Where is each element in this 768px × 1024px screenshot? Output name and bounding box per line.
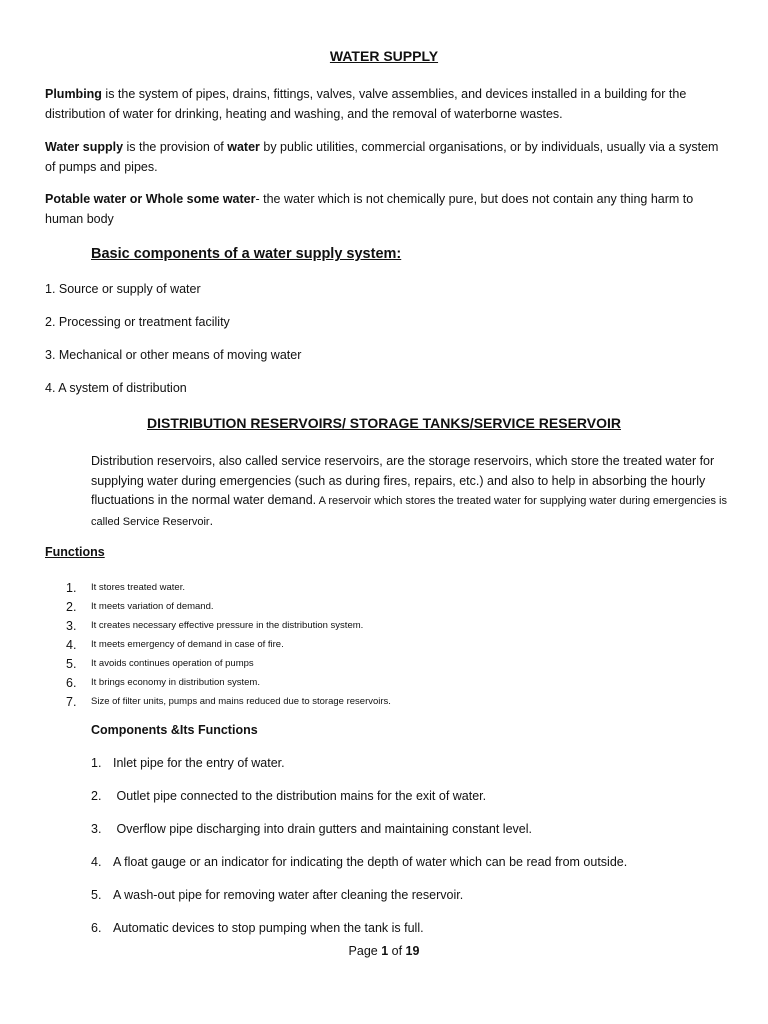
component-text: A wash-out pipe for removing water after cleaning the reservoir. xyxy=(113,888,464,902)
basic-item: 1. Source or supply of water xyxy=(45,282,201,296)
basic-components-heading: Basic components of a water supply system: xyxy=(91,246,402,262)
list-text: It avoids continues operation of pumps xyxy=(91,658,254,669)
list-number: 7. xyxy=(66,694,77,709)
component-number: 1. xyxy=(91,756,102,770)
list-text: It meets variation of demand. xyxy=(91,601,214,612)
page-title: WATER SUPPLY xyxy=(329,48,439,64)
component-text: Overflow pipe discharging into drain gutters and maintaining constant level. xyxy=(113,822,532,836)
service-reservoir-text: A reservoir which stores the treated water for supplying water during emergencies is called Service Reservoir xyxy=(91,495,727,528)
distribution-heading: DISTRIBUTION RESERVOIRS/ STORAGE TANKS/SERVICE RESERVOIR xyxy=(146,415,621,431)
list-text: Size of filter units, pumps and mains reduced due to storage reservoirs. xyxy=(91,696,391,707)
water-supply-text-before: is the provision of xyxy=(123,140,228,154)
list-number: 4. xyxy=(66,637,77,652)
list-number: 1. xyxy=(66,580,77,595)
list-item xyxy=(66,597,391,616)
page-total: 19 xyxy=(405,944,420,958)
list-number: 5. xyxy=(66,656,77,671)
list-item xyxy=(66,635,391,654)
functions-heading: Functions xyxy=(45,545,105,559)
plumbing-text: is the system of pipes, drains, fittings, valves, valve assemblies, and devices installed in a building for the distribution of water for drinking, heating and washing, and the removal of waterborne wastes. xyxy=(45,87,687,121)
list-text: It stores treated water. xyxy=(91,582,185,593)
component-text: Inlet pipe for the entry of water. xyxy=(113,756,285,770)
list-number: 2. xyxy=(66,599,77,614)
component-text: Outlet pipe connected to the distribution mains for the exit of water. xyxy=(113,789,487,803)
list-text: It brings economy in distribution system. xyxy=(91,677,260,688)
component-item xyxy=(91,822,532,836)
distribution-paragraph xyxy=(91,452,731,532)
list-text: It meets emergency of demand in case of fire. xyxy=(91,639,284,650)
list-item xyxy=(66,673,391,692)
component-number: 2. xyxy=(91,789,102,803)
water-supply-term: Water supply xyxy=(45,140,124,154)
list-number: 3. xyxy=(66,618,77,633)
component-item xyxy=(91,921,424,935)
component-number: 4. xyxy=(91,855,102,869)
basic-item: 4. A system of distribution xyxy=(45,381,187,395)
page-current: 1 xyxy=(381,944,389,958)
component-text: A float gauge or an indicator for indicating the depth of water which can be read from outside. xyxy=(113,855,628,869)
basic-item: 3. Mechanical or other means of moving water xyxy=(45,348,302,362)
distribution-text: Distribution reservoirs, also called service reservoirs, are the storage reservoirs, which store the treated water for supplying water during emergencies (such as during fires, repairs, etc.) and also to help in absorbing the hourly fluctuations in the normal water demand. xyxy=(91,454,715,507)
component-number: 5. xyxy=(91,888,102,902)
basic-item: 2. Processing or treatment facility xyxy=(45,315,230,329)
component-item xyxy=(91,789,486,803)
distribution-end: . xyxy=(209,513,214,528)
list-item xyxy=(66,616,391,635)
functions-list xyxy=(66,578,391,711)
potable-water-term: Potable water or Whole some water xyxy=(45,192,256,206)
potable-water-definition xyxy=(45,189,725,229)
component-text: Automatic devices to stop pumping when the tank is full. xyxy=(113,921,424,935)
list-text: It creates necessary effective pressure in the distribution system. xyxy=(91,620,364,631)
page-footer xyxy=(0,944,768,958)
component-item xyxy=(91,756,285,770)
plumbing-term: Plumbing xyxy=(45,87,102,101)
list-item xyxy=(66,692,391,711)
component-item xyxy=(91,855,627,869)
water-supply-bold-word: water xyxy=(227,140,260,154)
list-item xyxy=(66,578,391,597)
water-supply-definition xyxy=(45,137,725,177)
plumbing-definition xyxy=(45,84,725,124)
list-number: 6. xyxy=(66,675,77,690)
component-number: 6. xyxy=(91,921,102,935)
page-prefix: Page xyxy=(348,944,382,958)
potable-water-text: - the water which is not chemically pure, but does not contain any thing harm to human body xyxy=(45,192,694,226)
component-item xyxy=(91,888,463,902)
components-heading: Components &Its Functions xyxy=(91,723,258,737)
page-sep: of xyxy=(388,944,406,958)
water-supply-text-after: by public utilities, commercial organisations, or by individuals, usually via a system of pumps and pipes. xyxy=(45,140,719,174)
component-number: 3. xyxy=(91,822,102,836)
list-item xyxy=(66,654,391,673)
